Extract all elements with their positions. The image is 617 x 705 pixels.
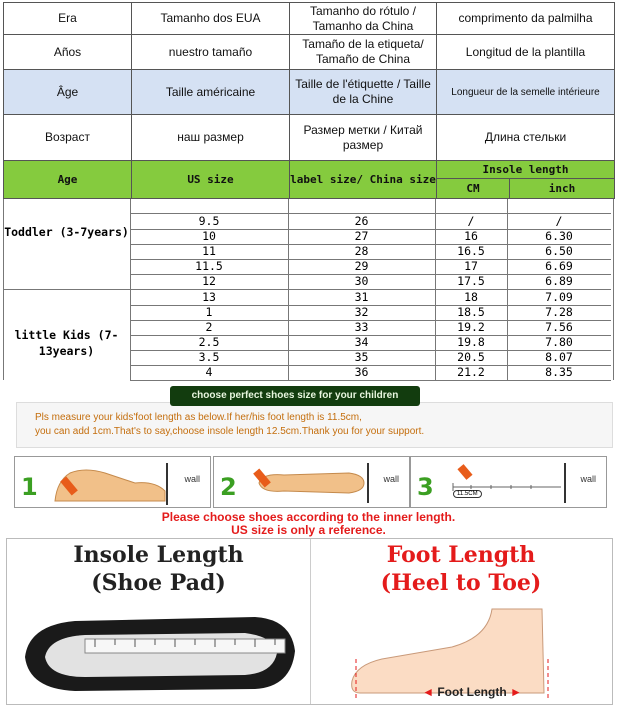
header-age: Age (4, 161, 132, 199)
table-row: 13 31 18 7.09 (130, 290, 611, 306)
header-cell: Longitud de la plantilla (437, 35, 615, 70)
header-cell: Taille américaine (132, 70, 290, 115)
wall-label: wall (184, 474, 200, 484)
wall-label: wall (580, 474, 596, 484)
header-cell: comprimento da palmilha (437, 3, 615, 35)
header-row-pt (3, 2, 615, 35)
header-row-fr (3, 70, 615, 115)
step-number: 2 (220, 473, 237, 501)
measure-step-2 (213, 456, 410, 508)
ruler-icon (441, 461, 571, 505)
header-cell: наш размер (132, 115, 290, 161)
foot-side-icon (45, 461, 175, 505)
insole-title: Insole Length (Shoe Pad) (73, 542, 244, 596)
warning-us-size: US size is only a reference. (231, 523, 386, 537)
foot-length-caption: ◄ Foot Length ► (422, 685, 522, 699)
header-cell: Longueur de la semelle intérieure (437, 70, 615, 115)
header-cell: Años (4, 35, 132, 70)
table-row: 1 32 18.5 7.28 (130, 305, 611, 321)
length-diagrams (6, 538, 613, 705)
tag-11-5cm: 11.5CM (453, 490, 482, 498)
header-cell: Длина стельки (437, 115, 615, 161)
table-row: 10 27 16 6.30 (130, 229, 611, 245)
header-cell: Tamaño de la etiqueta/ Tamaño de China (290, 35, 437, 70)
header-inch: inch (548, 181, 576, 195)
header-row-ru (3, 115, 615, 161)
header-insole (437, 161, 615, 199)
step-number: 3 (417, 473, 434, 501)
table-row: 9.5 26 / / (130, 214, 611, 230)
header-cell: Tamanho do rótulo / Tamanho da China (290, 3, 437, 35)
shoe-insole-icon (15, 607, 305, 702)
foot-title: Foot Length (Heel to Toe) (380, 542, 542, 596)
step-number: 1 (21, 473, 38, 501)
foot-top-icon (244, 461, 374, 505)
header-cell: Возраст (4, 115, 132, 161)
table-row-spacer (130, 199, 611, 214)
table-row: 2.5 34 19.8 7.80 (130, 335, 611, 351)
header-cell: Размер метки / Китай размер (290, 115, 437, 161)
group-toddler: Toddler (3-7years) (4, 225, 129, 239)
header-cell: Âge (4, 70, 132, 115)
header-row-es (3, 35, 615, 70)
header-cell: Era (4, 3, 132, 35)
measure-note-line: you can add 1cm.That's to say,choose insole length 12.5cm.Thank you for your support. (35, 426, 425, 437)
table-row: 3.5 35 20.5 8.07 (130, 350, 611, 366)
table-row: 11.5 29 17 6.69 (130, 259, 611, 275)
measure-step-3 (410, 456, 607, 508)
header-insole-length: Insole length (437, 161, 614, 179)
measure-note (16, 402, 613, 448)
size-table-header (3, 161, 615, 199)
table-row: 4 36 21.2 8.35 (130, 365, 611, 381)
choose-size-banner: choose perfect shoes size for your children (170, 386, 420, 406)
header-cell: Tamanho dos EUA (132, 3, 290, 35)
table-row: 11 28 16.5 6.50 (130, 244, 611, 260)
header-cm: CM (437, 179, 510, 199)
warning-inner-length: Please choose shoes according to the inner length. (161, 510, 456, 524)
table-row: 12 30 17.5 6.89 (130, 274, 611, 290)
header-cell: nuestro tamaño (132, 35, 290, 70)
measure-step-1 (14, 456, 211, 508)
header-us-size: US size (132, 161, 290, 199)
measure-note-line: Pls measure your kids'foot length as below.If her/his foot length is 11.5cm, (35, 412, 362, 423)
wall-label: wall (383, 474, 399, 484)
group-little-kids: little Kids (7-13years) (14, 328, 119, 358)
table-row: 2 33 19.2 7.56 (130, 320, 611, 336)
header-label-size: label size/ China size (290, 161, 437, 199)
header-cell: Taille de l'étiquette / Taille de la Chine (290, 70, 437, 115)
